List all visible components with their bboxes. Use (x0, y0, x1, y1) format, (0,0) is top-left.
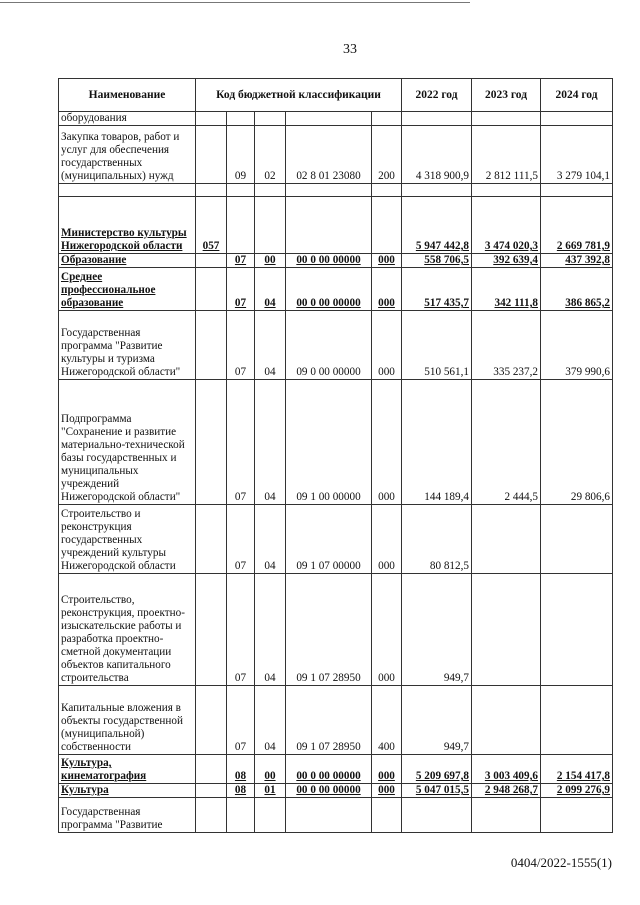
table-row (59, 784, 613, 798)
row-pr: 04 (255, 268, 286, 311)
row-2023 (472, 505, 541, 574)
row-pr (255, 798, 286, 833)
row-vr (372, 184, 402, 197)
row-2022 (402, 798, 472, 833)
row-rz: 09 (227, 126, 255, 184)
row-vr: 000 (372, 574, 402, 686)
row-2024: 2 669 781,9 (541, 197, 613, 254)
row-pr: 00 (255, 755, 286, 784)
row-2023: 3 474 020,3 (472, 197, 541, 254)
row-csr: 00 0 00 00000 (286, 268, 372, 311)
table-row (59, 126, 613, 184)
row-2024 (541, 798, 613, 833)
row-2024: 2 154 417,8 (541, 755, 613, 784)
row-csr: 00 0 00 00000 (286, 755, 372, 784)
row-pr: 04 (255, 505, 286, 574)
row-2023: 335 237,2 (472, 311, 541, 380)
row-pr (255, 184, 286, 197)
row-name: оборудования (59, 112, 196, 126)
row-admin (196, 254, 227, 268)
table-row (59, 197, 613, 254)
row-pr: 01 (255, 784, 286, 798)
row-admin (196, 574, 227, 686)
row-vr: 000 (372, 268, 402, 311)
row-csr (286, 112, 372, 126)
row-csr (286, 798, 372, 833)
row-2023 (472, 184, 541, 197)
row-rz: 07 (227, 254, 255, 268)
row-admin (196, 268, 227, 311)
row-csr: 09 1 07 28950 (286, 686, 372, 755)
row-rz: 07 (227, 268, 255, 311)
row-csr: 09 1 07 28950 (286, 574, 372, 686)
row-2023: 3 003 409,6 (472, 755, 541, 784)
table-row (59, 755, 613, 784)
row-name: Закупка товаров, работ и услуг для обеспечения государственных (муниципальных) нужд (59, 126, 196, 184)
row-vr: 000 (372, 505, 402, 574)
header-row (59, 79, 613, 112)
row-admin (196, 126, 227, 184)
row-name: Государственная программа "Развитие (59, 798, 196, 833)
row-name: Министерство культуры Нижегородской области (59, 197, 196, 254)
row-2023: 342 111,8 (472, 268, 541, 311)
row-rz (227, 197, 255, 254)
row-2023 (472, 686, 541, 755)
row-2024: 386 865,2 (541, 268, 613, 311)
table-row (59, 505, 613, 574)
row-admin (196, 380, 227, 505)
row-2024 (541, 184, 613, 197)
row-pr: 04 (255, 574, 286, 686)
row-admin (196, 784, 227, 798)
table-row (59, 112, 613, 126)
row-2024 (541, 686, 613, 755)
table-row (59, 380, 613, 505)
row-2022 (402, 112, 472, 126)
row-2024: 2 099 276,9 (541, 784, 613, 798)
row-rz: 08 (227, 784, 255, 798)
row-2022: 949,7 (402, 686, 472, 755)
row-rz: 07 (227, 505, 255, 574)
row-2022 (402, 184, 472, 197)
row-vr (372, 112, 402, 126)
row-csr: 00 0 00 00000 (286, 254, 372, 268)
row-vr: 000 (372, 755, 402, 784)
table-row (59, 184, 613, 197)
row-rz: 07 (227, 686, 255, 755)
row-rz: 07 (227, 380, 255, 505)
row-2024: 437 392,8 (541, 254, 613, 268)
row-name: Строительство и реконструкция государственных учреждений культуры Нижегородской области (59, 505, 196, 574)
row-name: Подпрограмма "Сохранение и развитие материально-технической базы государственных и муниципальных учреждений Нижегородской области" (59, 380, 196, 505)
row-vr: 400 (372, 686, 402, 755)
row-admin (196, 311, 227, 380)
row-vr: 000 (372, 784, 402, 798)
row-2023 (472, 112, 541, 126)
row-rz (227, 112, 255, 126)
row-2024 (541, 574, 613, 686)
row-name: Культура (59, 784, 196, 798)
header-2024: 2024 год (541, 79, 613, 112)
row-vr: 000 (372, 311, 402, 380)
row-2024: 29 806,6 (541, 380, 613, 505)
row-2022: 144 189,4 (402, 380, 472, 505)
row-pr: 02 (255, 126, 286, 184)
row-rz: 07 (227, 311, 255, 380)
page-number: 33 (343, 42, 357, 57)
row-rz (227, 798, 255, 833)
row-rz: 07 (227, 574, 255, 686)
row-2024 (541, 505, 613, 574)
row-admin (196, 755, 227, 784)
row-2022: 4 318 900,9 (402, 126, 472, 184)
row-pr (255, 112, 286, 126)
row-2022: 5 047 015,5 (402, 784, 472, 798)
row-2022: 80 812,5 (402, 505, 472, 574)
row-csr: 00 0 00 00000 (286, 784, 372, 798)
row-2022: 5 947 442,8 (402, 197, 472, 254)
row-2023: 2 812 111,5 (472, 126, 541, 184)
top-rule (0, 2, 470, 3)
header-2022: 2022 год (402, 79, 472, 112)
row-2022: 5 209 697,8 (402, 755, 472, 784)
row-name: Образование (59, 254, 196, 268)
row-name: Среднее профессиональное образование (59, 268, 196, 311)
row-pr: 00 (255, 254, 286, 268)
row-csr (286, 197, 372, 254)
row-csr: 09 1 00 00000 (286, 380, 372, 505)
table-row (59, 798, 613, 833)
row-admin (196, 112, 227, 126)
row-csr: 09 0 00 00000 (286, 311, 372, 380)
row-name: Капитальные вложения в объекты государственной (муниципальной) собственности (59, 686, 196, 755)
table-row (59, 254, 613, 268)
row-rz (227, 184, 255, 197)
row-admin (196, 686, 227, 755)
table-row (59, 686, 613, 755)
header-2023: 2023 год (472, 79, 541, 112)
row-vr (372, 798, 402, 833)
row-admin: 057 (196, 197, 227, 254)
document-code: 0404/2022-1555(1) (510, 855, 612, 870)
row-name: Государственная программа "Развитие культуры и туризма Нижегородской области" (59, 311, 196, 380)
row-vr (372, 197, 402, 254)
row-csr: 02 8 01 23080 (286, 126, 372, 184)
row-admin (196, 505, 227, 574)
row-pr (255, 197, 286, 254)
header-name: Наименование (59, 79, 196, 112)
row-vr: 000 (372, 254, 402, 268)
row-admin (196, 798, 227, 833)
row-2024: 3 279 104,1 (541, 126, 613, 184)
row-vr: 000 (372, 380, 402, 505)
row-admin (196, 184, 227, 197)
row-pr: 04 (255, 380, 286, 505)
table-row (59, 268, 613, 311)
row-2022: 558 706,5 (402, 254, 472, 268)
row-csr: 09 1 07 00000 (286, 505, 372, 574)
row-rz: 08 (227, 755, 255, 784)
row-csr (286, 184, 372, 197)
row-2023 (472, 574, 541, 686)
table-row (59, 574, 613, 686)
header-code: Код бюджетной классификации (196, 79, 402, 112)
row-2022: 949,7 (402, 574, 472, 686)
row-2024 (541, 112, 613, 126)
budget-table (58, 78, 613, 833)
row-pr: 04 (255, 311, 286, 380)
table-row (59, 311, 613, 380)
row-2022: 510 561,1 (402, 311, 472, 380)
row-2023: 2 444,5 (472, 380, 541, 505)
row-vr: 200 (372, 126, 402, 184)
row-pr: 04 (255, 686, 286, 755)
row-name: Культура, кинематография (59, 755, 196, 784)
row-2022: 517 435,7 (402, 268, 472, 311)
row-name: Строительство, реконструкция, проектно-изыскательские работы и разработка проектно-сметной документации объектов капитального строительства (59, 574, 196, 686)
row-name (59, 184, 196, 197)
row-2024: 379 990,6 (541, 311, 613, 380)
row-2023 (472, 798, 541, 833)
row-2023: 2 948 268,7 (472, 784, 541, 798)
row-2023: 392 639,4 (472, 254, 541, 268)
